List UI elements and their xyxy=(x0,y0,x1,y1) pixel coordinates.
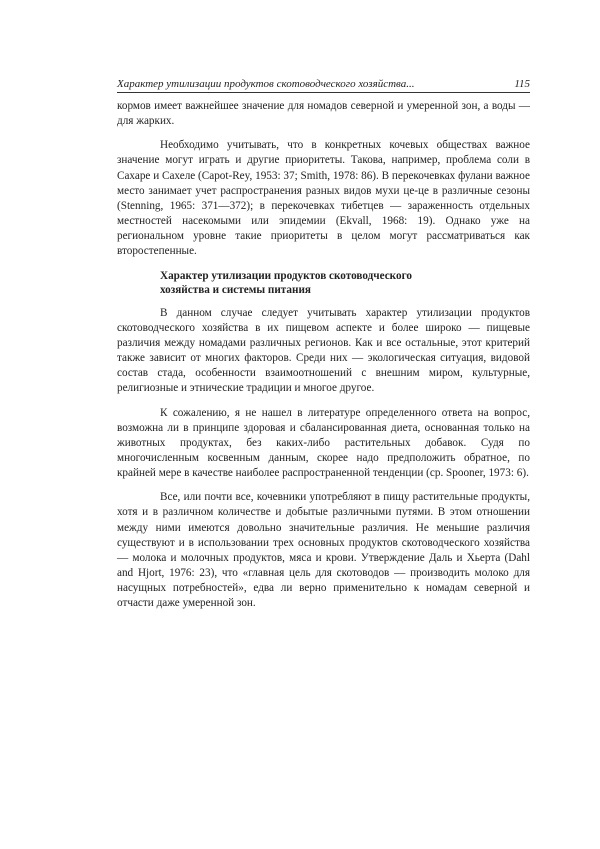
paragraph: К сожалению, я не нашел в литературе определенного ответа на вопрос, возможна ли в принципе здоровая и сбалансированная диета, основанная только на животных продуктах, без каких-либо растительных добавок. Судя по многочисленным косвенным данным, скорее надо предположить обратное, по крайней мере в качестве наиболее распространенной тенденции (ср. Spooner, 1973: 6). xyxy=(117,406,530,480)
paragraph-gap xyxy=(117,481,530,490)
paragraph-gap xyxy=(117,260,530,269)
paragraph: Необходимо учитывать, что в конкретных кочевых обществах важное значение могут играть и другие приоритеты. Такова, например, проблема соли в Сахаре и Сахеле (Capot-Rey, 1953: 37; Smith, 1978: 86). В перекочевках фулани важное место занимает учет распространения разных видов мухи це-це в различные сезоны (Stenning, 1965: 371—372); в перекочевках тибетцев — зараженность отдельных местностей насекомыми или эпидемии (Ekvall, 1968: 19). Однако уже на региональном уровне такие приоритеты в целом могут рассматриваться как второстепенные. xyxy=(117,139,530,258)
paragraph: Все, или почти все, кочевники употребляют в пищу растительные продукты, хотя и в различном количестве и добытые различными путями. В этом отношении между ними имеются довольно значительные различия. Не меньшие различия существуют и в использовании трех основных продуктов скотоводческого хозяйства — молока и молочных продуктов, мяса и крови. Утверждение Даль и Хьерта (Dahl and Hjort, 1976: 23), что «главная цель для скотоводов — производить молоко для насущных потребностей», едва ли верно применительно к номадам северной и отчасти даже умеренной зон. xyxy=(117,491,530,610)
paragraph: В данном случае следует учитывать характер утилизации продуктов скотоводческого хозяйства в их пищевом аспекте и более широко — пищевые различия между номадами различных регионов. Как и все остальные, этот критерий также зависит от многих факторов. Среди них — экологическая ситуация, видовой состав стада, особенности взаимоотношений с внешним миром, культурные, религиозные и этнические традиции и многое другое. xyxy=(117,306,530,395)
body-text xyxy=(117,99,530,612)
page-number: 115 xyxy=(514,78,530,90)
paragraph-gap xyxy=(117,397,530,406)
running-title: Характер утилизации продуктов скотоводческого хозяйства... xyxy=(117,78,415,90)
paragraph-gap xyxy=(117,129,530,138)
section-title-line: хозяйства и системы питания xyxy=(160,283,311,296)
paragraph-gap xyxy=(117,297,530,306)
section-heading xyxy=(117,269,530,297)
running-header xyxy=(117,78,530,93)
section-title-line: Характер утилизации продуктов скотоводческого xyxy=(160,269,412,282)
paragraph-continued: кормов имеет важнейшее значение для номадов северной и умеренной зон, а воды — для жарких. xyxy=(117,100,530,128)
